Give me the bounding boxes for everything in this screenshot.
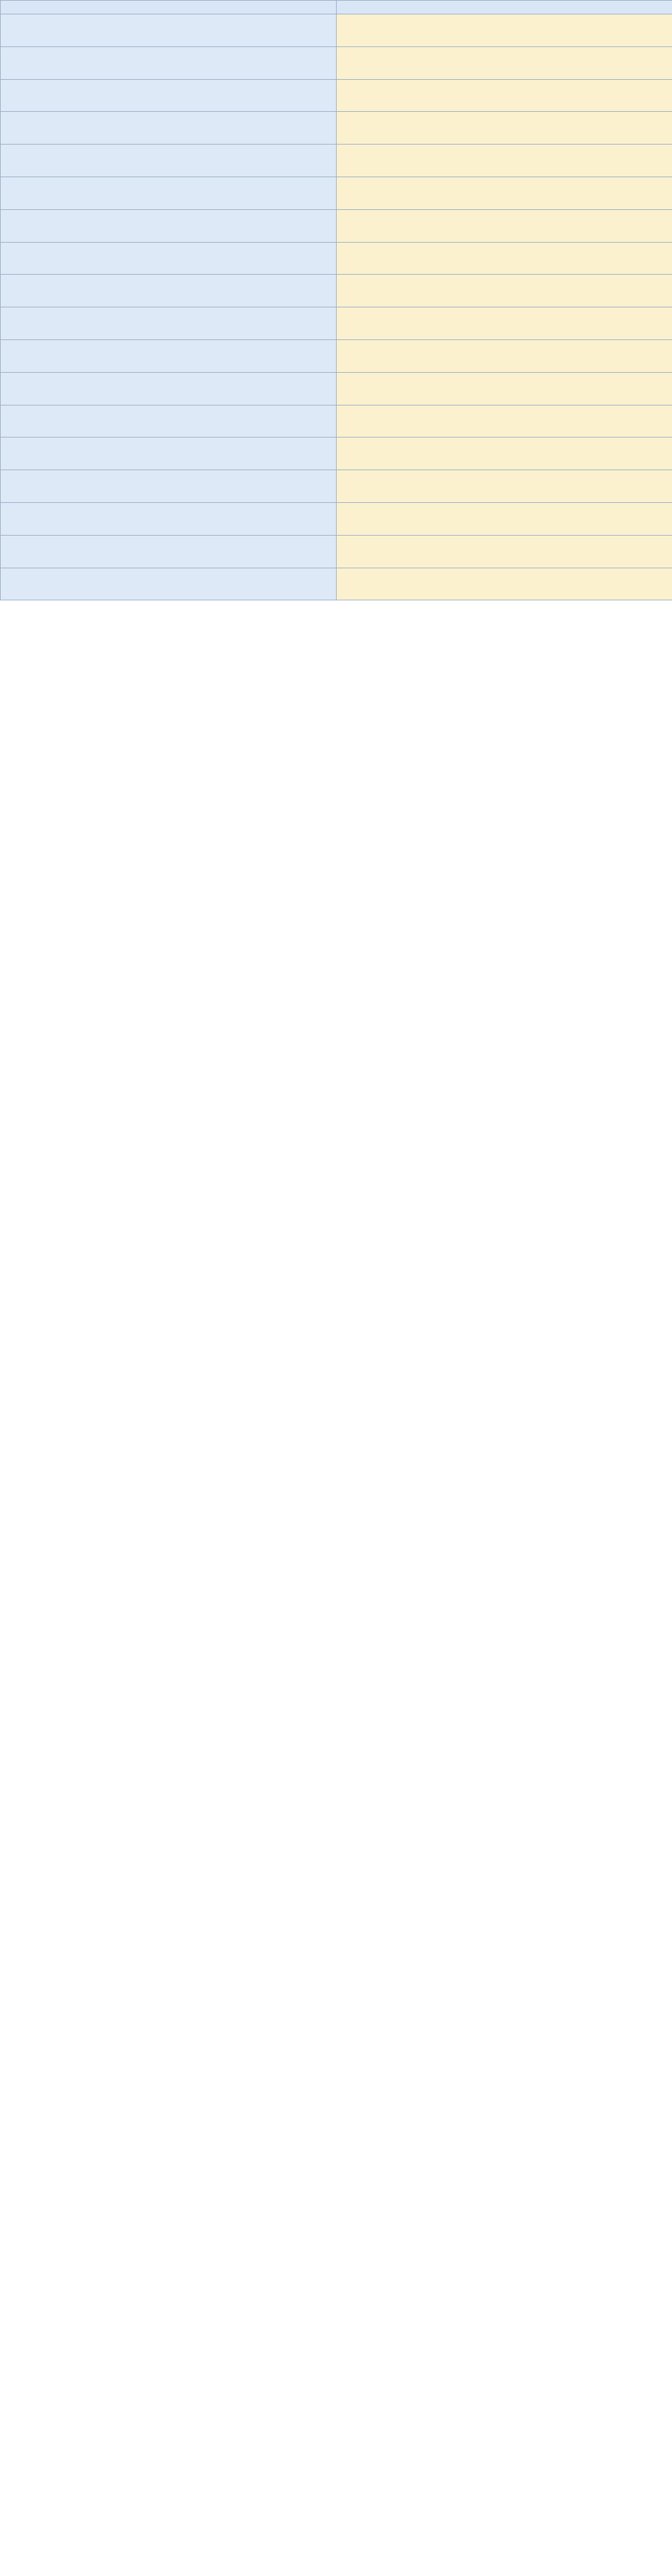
new-article-paragraph (344, 86, 664, 105)
comparison-row (1, 14, 672, 47)
old-article-paragraph (8, 347, 328, 366)
comparison-row (1, 242, 672, 275)
new-article-paragraph (344, 21, 664, 40)
old-article-deleted (1, 46, 337, 79)
old-article-paragraph (8, 379, 328, 398)
comparison-row (1, 372, 672, 405)
new-article-paragraph (344, 509, 664, 528)
old-article (1, 209, 337, 242)
comparison-row (1, 209, 672, 242)
old-article-paragraph (8, 281, 328, 300)
old-article-paragraph (8, 477, 328, 496)
new-article-paragraph (344, 151, 664, 170)
new-article (337, 112, 672, 145)
old-article (1, 307, 337, 340)
old-article-deleted (1, 568, 337, 600)
old-article (1, 438, 337, 470)
old-version-heading (1, 1, 337, 14)
comparison-row (1, 535, 672, 568)
old-article-paragraph (8, 118, 328, 137)
old-article (1, 275, 337, 307)
old-article (1, 339, 337, 372)
new-article (337, 307, 672, 340)
old-article (1, 502, 337, 535)
comparison-row (1, 405, 672, 438)
comparison-row (1, 46, 672, 79)
comparison-row (1, 438, 672, 470)
old-article (1, 14, 337, 47)
new-article (337, 209, 672, 242)
old-article (1, 405, 337, 438)
old-article (1, 535, 337, 568)
new-article-paragraph (344, 379, 664, 398)
new-article (337, 79, 672, 112)
old-article-paragraph (8, 249, 328, 268)
new-article-paragraph (344, 184, 664, 203)
old-article-paragraph (8, 509, 328, 528)
new-article-deleted-note (337, 46, 672, 79)
old-article-paragraph (8, 86, 328, 105)
new-article (337, 535, 672, 568)
new-article (337, 177, 672, 209)
comparison-table (0, 0, 672, 600)
old-article (1, 177, 337, 209)
old-article-paragraph (8, 575, 328, 594)
comparison-row (1, 502, 672, 535)
comparison-row (1, 568, 672, 600)
comparison-row (1, 470, 672, 503)
new-article (337, 242, 672, 275)
new-article-deleted-note (337, 568, 672, 600)
regulation-comparison-document (0, 0, 672, 600)
comparison-row (1, 177, 672, 209)
new-article-paragraph (344, 412, 664, 431)
old-article (1, 145, 337, 177)
comparison-row (1, 275, 672, 307)
comparison-row (1, 112, 672, 145)
new-article-paragraph (344, 281, 664, 300)
old-article-paragraph (8, 412, 328, 431)
new-article (337, 145, 672, 177)
old-article-paragraph (8, 184, 328, 203)
new-article (337, 405, 672, 438)
comparison-rows (1, 14, 672, 600)
old-article-paragraph (8, 21, 328, 40)
old-article-paragraph (8, 54, 328, 73)
new-article-paragraph (344, 575, 664, 594)
comparison-row (1, 307, 672, 340)
new-article (337, 275, 672, 307)
new-article-paragraph (344, 216, 664, 235)
old-article (1, 112, 337, 145)
old-article-paragraph (8, 216, 328, 235)
old-article (1, 470, 337, 503)
old-article-paragraph (8, 151, 328, 170)
new-article-paragraph (344, 314, 664, 333)
old-article (1, 79, 337, 112)
comparison-row (1, 79, 672, 112)
old-article-paragraph (8, 542, 328, 561)
new-article-paragraph (344, 347, 664, 366)
old-article-paragraph (8, 444, 328, 463)
new-article (337, 14, 672, 47)
new-article-paragraph (344, 477, 664, 496)
new-article (337, 470, 672, 503)
new-version-heading (337, 1, 672, 14)
new-article (337, 438, 672, 470)
new-article (337, 502, 672, 535)
new-article-paragraph (344, 444, 664, 463)
comparison-row (1, 339, 672, 372)
old-article-paragraph (8, 314, 328, 333)
new-article (337, 339, 672, 372)
comparison-row (1, 145, 672, 177)
old-article (1, 372, 337, 405)
new-article-paragraph (344, 542, 664, 561)
old-article (1, 242, 337, 275)
new-article (337, 372, 672, 405)
new-article-paragraph (344, 54, 664, 73)
new-article-paragraph (344, 249, 664, 268)
header-row (1, 1, 672, 14)
new-article-paragraph (344, 118, 664, 137)
